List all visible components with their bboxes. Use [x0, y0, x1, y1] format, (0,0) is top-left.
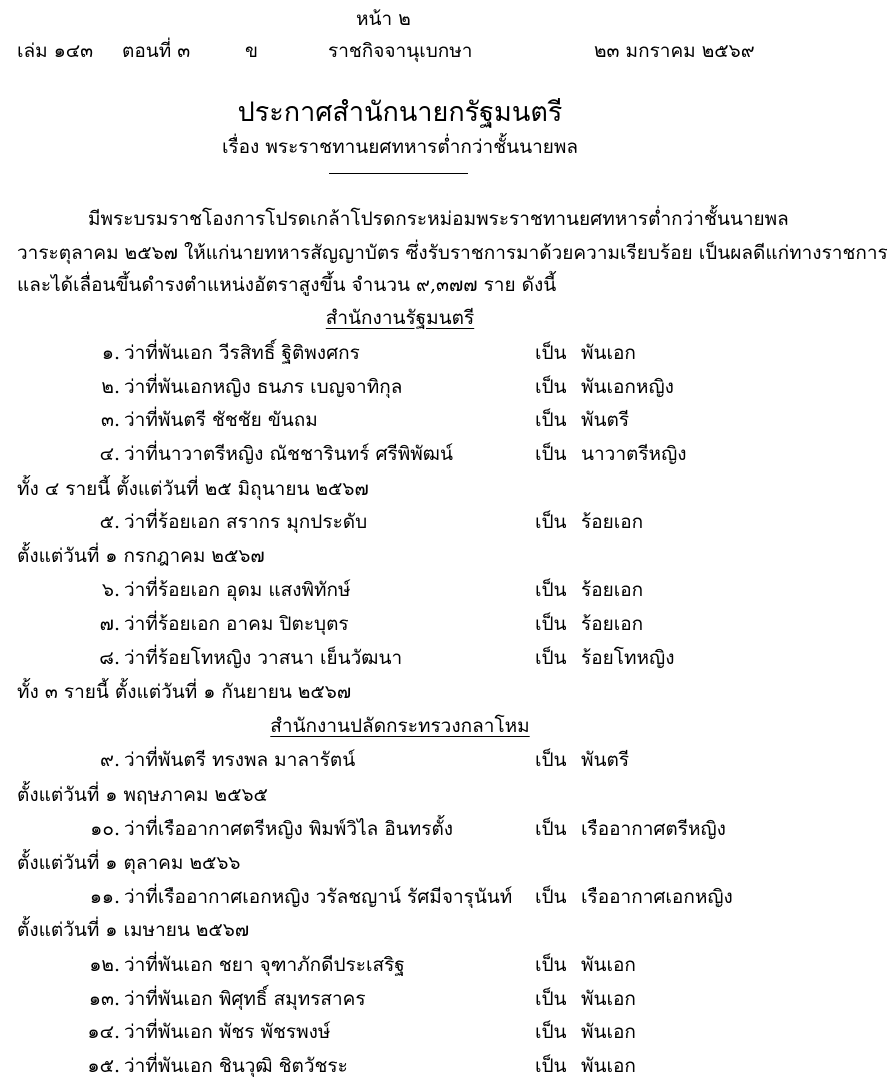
intro-line: และได้เลื่อนขึ้นดำรงตำแหน่งอัตราสูงขึ้น จำนวน ๙,๓๗๗ ราย ดังนี้ — [17, 274, 557, 296]
entry-rank: ร้อยเอก — [581, 511, 644, 533]
gazette-volume: เล่ม ๑๔๓ — [17, 40, 94, 62]
entry-name: ว่าที่พันเอก ชินวุฒิ ชิตวัชระ — [124, 1055, 348, 1077]
effective-date-note: ตั้งแต่วันที่ ๑ พฤษภาคม ๒๕๖๕ — [17, 784, 268, 806]
entry-rank: พันตรี — [581, 409, 630, 431]
entry-number: ๙. — [100, 749, 120, 771]
entry-name: ว่าที่พันเอก พัชร พัชรพงษ์ — [124, 1021, 331, 1043]
entry-number: ๖. — [101, 579, 120, 601]
entry-name: ว่าที่พันตรี ชัชชัย ขันถม — [124, 409, 318, 431]
entry-name: ว่าที่พันเอก พิศุทธิ์ สมุทรสาคร — [124, 988, 366, 1010]
entry-number: ๔. — [99, 443, 120, 465]
entry-rank: ร้อยเอก — [581, 579, 644, 601]
entry-name: ว่าที่เรืออากาศตรีหญิง พิมพ์วิไล อินทรตั้ง — [124, 818, 454, 840]
entry-be: เป็น — [535, 443, 567, 465]
announcement-title: ประกาศสำนักนายกรัฐมนตรี — [237, 97, 563, 128]
entry-name: ว่าที่เรืออากาศเอกหญิง วรัลชญาน์ รัศมีจารุนันท์ — [124, 886, 513, 908]
entry-be: เป็น — [535, 1021, 567, 1043]
section-heading: สำนักงานปลัดกระทรวงกลาโหม — [270, 715, 530, 737]
announcement-subject: เรื่อง พระราชทานยศทหารต่ำกว่าชั้นนายพล — [221, 136, 579, 158]
entry-name: ว่าที่ร้อยเอก สรากร มุกประดับ — [124, 511, 368, 533]
list-item — [0, 882, 800, 912]
entry-name: ว่าที่ร้อยเอก อุดม แสงพิทักษ์ — [124, 579, 351, 601]
entry-number: ๑๓. — [88, 988, 120, 1010]
gazette-section-number: ตอนที่ ๓ — [122, 40, 191, 62]
list-item — [0, 643, 800, 673]
entry-be: เป็น — [535, 954, 567, 976]
entry-number: ๓. — [100, 409, 120, 431]
entry-rank: พันเอก — [581, 1055, 636, 1077]
entry-number: ๑๑. — [89, 886, 120, 908]
entry-rank: พันเอก — [581, 342, 636, 364]
section-heading: สำนักงานรัฐมนตรี — [325, 307, 475, 329]
effective-date-note: ตั้งแต่วันที่ ๑ ตุลาคม ๒๕๖๖ — [17, 852, 241, 874]
entry-rank: นาวาตรีหญิง — [581, 443, 687, 465]
entry-number: ๑๔. — [87, 1021, 120, 1043]
effective-date-note: ตั้งแต่วันที่ ๑ เมษายน ๒๕๖๗ — [17, 919, 250, 941]
entry-be: เป็น — [535, 342, 567, 364]
entry-be: เป็น — [535, 818, 567, 840]
effective-date-note: ตั้งแต่วันที่ ๑ กรกฎาคม ๒๕๖๗ — [17, 545, 265, 567]
intro-line: มีพระบรมราชโองการโปรดเกล้าโปรดกระหม่อมพระราชทานยศทหารต่ำกว่าชั้นนายพล — [88, 208, 789, 230]
entry-name: ว่าที่พันเอกหญิง ธนภร เบญจาทิกุล — [124, 376, 403, 398]
list-item — [0, 405, 800, 435]
entry-rank: พันเอก — [581, 988, 636, 1010]
entry-number: ๒. — [101, 376, 120, 398]
page-number: หน้า ๒ — [356, 8, 411, 30]
entry-name: ว่าที่ร้อยโทหญิง วาสนา เย็นวัฒนา — [124, 647, 403, 669]
entry-be: เป็น — [535, 1055, 567, 1077]
entry-name: ว่าที่ร้อยเอก อาคม ปิตะบุตร — [124, 613, 349, 635]
entry-rank: เรืออากาศตรีหญิง — [581, 818, 726, 840]
entry-number: ๑๒. — [89, 954, 120, 976]
entry-number: ๗. — [99, 613, 120, 635]
list-item — [0, 372, 800, 402]
list-item — [0, 338, 800, 368]
entry-number: ๘. — [99, 647, 120, 669]
entry-number: ๑๕. — [87, 1055, 120, 1077]
list-item — [0, 745, 800, 775]
entry-be: เป็น — [535, 886, 567, 908]
list-item — [0, 575, 800, 605]
entry-be: เป็น — [535, 613, 567, 635]
entry-name: ว่าที่นาวาตรีหญิง ณัชชารินทร์ ศรีพิพัฒน์ — [124, 443, 453, 465]
entry-number: ๑. — [101, 342, 120, 364]
list-item — [0, 984, 800, 1014]
entry-name: ว่าที่พันเอก วีรสิทธิ์ ฐิติพงศกร — [124, 342, 360, 364]
gazette-part: ข — [245, 40, 258, 62]
list-item — [0, 507, 800, 537]
effective-date-note: ทั้ง ๓ รายนี้ ตั้งแต่วันที่ ๑ กันยายน ๒๕๖๗ — [17, 681, 352, 703]
list-item — [0, 1017, 800, 1047]
gazette-name: ราชกิจจานุเบกษา — [328, 40, 473, 62]
list-item — [0, 439, 800, 469]
entry-be: เป็น — [535, 579, 567, 601]
entry-name: ว่าที่พันตรี ทรงพล มาลารัตน์ — [124, 749, 356, 771]
title-divider — [329, 173, 468, 174]
intro-line: วาระตุลาคม ๒๕๖๗ ให้แก่นายทหารสัญญาบัตร ซึ่งรับราชการมาด้วยความเรียบร้อย เป็นผลดีแก่ทางราชการ — [17, 242, 888, 264]
entry-be: เป็น — [535, 511, 567, 533]
entry-rank: พันเอก — [581, 954, 636, 976]
entry-rank: พันเอก — [581, 1021, 636, 1043]
list-item — [0, 609, 800, 639]
entry-be: เป็น — [535, 409, 567, 431]
entry-be: เป็น — [535, 376, 567, 398]
entry-rank: เรืออากาศเอกหญิง — [581, 886, 733, 908]
list-item — [0, 814, 800, 844]
entry-rank: พันเอกหญิง — [581, 376, 674, 398]
entry-rank: พันตรี — [581, 749, 630, 771]
list-item — [0, 1051, 800, 1081]
entry-be: เป็น — [535, 647, 567, 669]
entry-rank: ร้อยเอก — [581, 613, 644, 635]
list-item — [0, 950, 800, 980]
gazette-date: ๒๓ มกราคม ๒๕๖๙ — [594, 40, 755, 62]
entry-rank: ร้อยโทหญิง — [581, 647, 675, 669]
entry-number: ๑๐. — [90, 818, 120, 840]
entry-number: ๕. — [99, 511, 120, 533]
entry-be: เป็น — [535, 749, 567, 771]
effective-date-note: ทั้ง ๔ รายนี้ ตั้งแต่วันที่ ๒๕ มิถุนายน ๒๕๖๗ — [17, 478, 369, 500]
entry-be: เป็น — [535, 988, 567, 1010]
entry-name: ว่าที่พันเอก ชยา จุฑาภักดีประเสริฐ — [124, 954, 405, 976]
